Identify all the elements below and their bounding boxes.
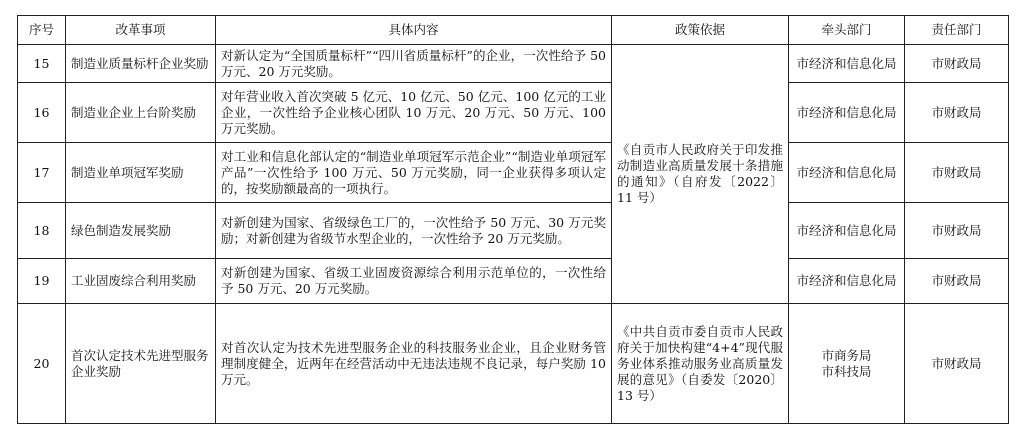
row-lead-dept: 市经济和信息化局 <box>789 83 905 143</box>
header-item: 改革事项 <box>66 16 216 45</box>
row-item: 制造业企业上台阶奖励 <box>66 83 216 143</box>
row-no: 16 <box>18 83 66 143</box>
row-resp-dept: 市财政局 <box>905 45 1009 83</box>
table-row <box>18 45 1009 83</box>
row-resp-dept: 市财政局 <box>905 143 1009 203</box>
row-no: 18 <box>18 203 66 259</box>
header-content: 具体内容 <box>216 16 612 45</box>
table-row <box>18 203 1009 259</box>
row-content: 对新创建为国家、省级工业固废资源综合利用示范单位的，一次性给予 50 万元、20 万元奖励。 <box>216 259 612 304</box>
row-content: 对工业和信息化部认定的“制造业单项冠军示范企业”“制造业单项冠军产品”一次性给予 100 万元、50 万元奖励，同一企业获得多项认定的，按奖励额最高的一项执行。 <box>216 143 612 203</box>
row-lead-dept <box>789 304 905 424</box>
row-resp-dept: 市财政局 <box>905 259 1009 304</box>
row-resp-dept: 市财政局 <box>905 83 1009 143</box>
table-row <box>18 83 1009 143</box>
row-item: 首次认定技术先进型服务企业奖励 <box>66 304 216 424</box>
row-item: 制造业质量标杆企业奖励 <box>66 45 216 83</box>
row-item: 工业固废综合利用奖励 <box>66 259 216 304</box>
policy-basis: 《中共自贡市委自贡市人民政府关于加快构建“4+4”现代服务业体系推动服务业高质量发展的意见》（自委发〔2020〕13 号） <box>612 304 789 424</box>
row-item: 制造业单项冠军奖励 <box>66 143 216 203</box>
header-policy: 政策依据 <box>612 16 789 45</box>
header-row <box>18 16 1009 45</box>
row-lead-dept: 市经济和信息化局 <box>789 259 905 304</box>
row-content: 对新创建为国家、省级绿色工厂的，一次性给予 50 万元、30 万元奖励；对新创建为省级节水型企业的，一次性给予 20 万元奖励。 <box>216 203 612 259</box>
header-no: 序号 <box>18 16 66 45</box>
row-item: 绿色制造发展奖励 <box>66 203 216 259</box>
lead-dept-line: 市科技局 <box>821 363 872 379</box>
row-content: 对首次认定为技术先进型服务企业的科技服务业企业，且企业财务管理制度健全，近两年在经营活动中无违法违规不良记录，每户奖励 10 万元。 <box>216 304 612 424</box>
row-no: 20 <box>18 304 66 424</box>
row-lead-dept: 市经济和信息化局 <box>789 45 905 83</box>
row-lead-dept: 市经济和信息化局 <box>789 203 905 259</box>
header-resp-dept: 责任部门 <box>905 16 1009 45</box>
table-row <box>18 259 1009 304</box>
table-row <box>18 143 1009 203</box>
row-resp-dept: 市财政局 <box>905 304 1009 424</box>
row-content: 对新认定为“全国质量标杆”“四川省质量标杆”的企业，一次性给予 50 万元、20 万元奖励。 <box>216 45 612 83</box>
row-no: 17 <box>18 143 66 203</box>
lead-dept-line: 市商务局 <box>821 347 872 363</box>
row-content: 对年营业收入首次突破 5 亿元、10 亿元、50 亿元、100 亿元的工业企业，一次性给予企业核心团队 10 万元、20 万元、50 万元、100 万元奖励。 <box>216 83 612 143</box>
reform-table <box>17 15 1009 424</box>
header-lead-dept: 牵头部门 <box>789 16 905 45</box>
row-lead-dept: 市经济和信息化局 <box>789 143 905 203</box>
row-no: 15 <box>18 45 66 83</box>
table-row <box>18 304 1009 424</box>
policy-basis: 《自贡市人民政府关于印发推动制造业高质量发展十条措施的通知》（自府发〔2022〕11 号） <box>612 45 789 304</box>
row-resp-dept: 市财政局 <box>905 203 1009 259</box>
row-no: 19 <box>18 259 66 304</box>
